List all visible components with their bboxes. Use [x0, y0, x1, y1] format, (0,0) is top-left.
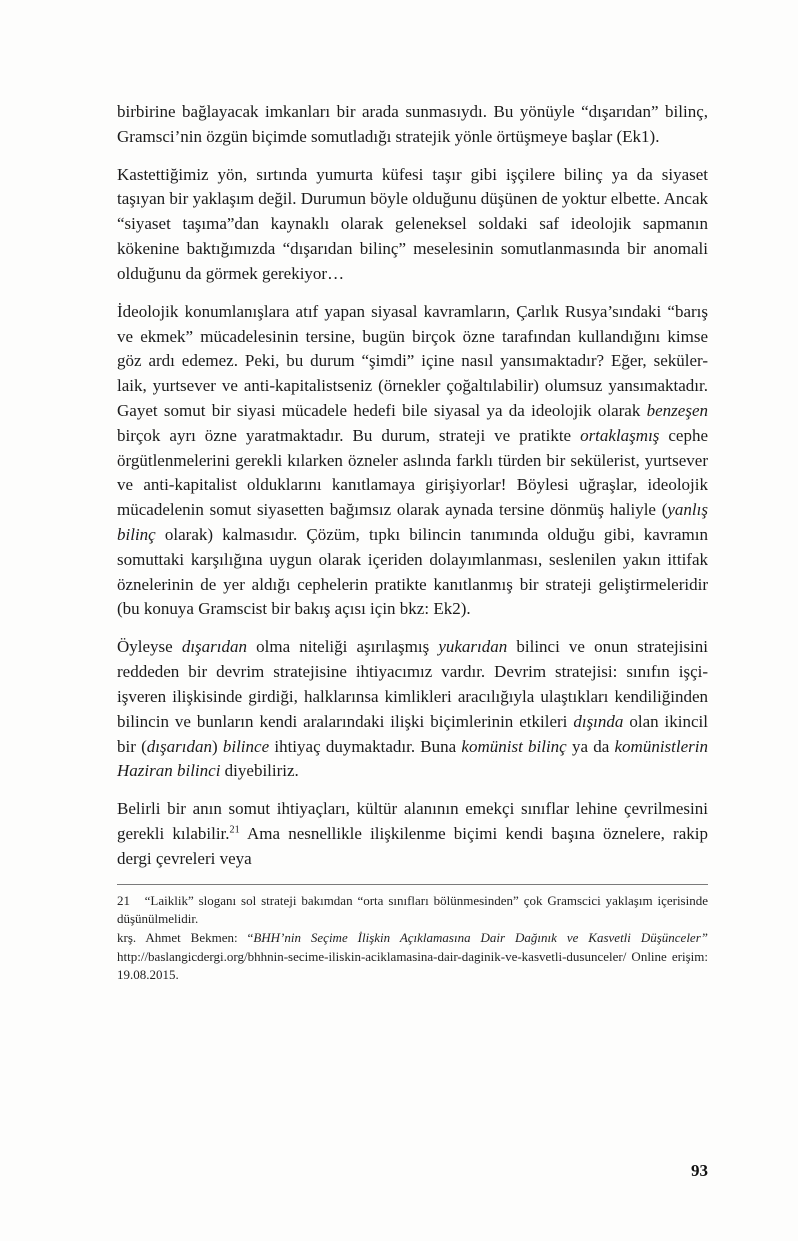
paragraph	[117, 163, 708, 287]
emphasized-text: yukarıdan	[438, 637, 508, 657]
text-run: Ama nesnellikle ilişkilenme biçimi kendi başına öznelere, rakip dergi çevreleri veya	[117, 823, 708, 868]
text-run: )	[211, 736, 223, 756]
page-number: 93	[691, 1161, 708, 1180]
footnote-ref: 21	[229, 824, 240, 836]
paragraph	[117, 100, 708, 150]
emphasized-text: dışarıdan	[181, 637, 248, 657]
emphasized-text: dışarıdan	[146, 736, 212, 756]
text-run: olan ikincil bir (	[117, 711, 708, 756]
text-run: olma niteliği aşırılaşmış	[247, 637, 439, 657]
text-run: birbirine bağlayacak imkanları bir arada sunmasıydı. Bu yönüyle “dışarıdan” bilinç, Gramsci’nin özgün biçimde somutladığı stratejik yönle örtüşmeye başlar (Ek1).	[117, 102, 708, 146]
text-run: Öyleyse	[117, 637, 182, 657]
emphasized-text: dışında	[573, 711, 624, 731]
text-run: cephe örgütlenmelerini gerekli kılarken özneler aslında farklı türden bir sekülerist, yurtsever ve anti-kapitalist olduklarını kanıtlamaya girişiyorlar! Böylesi uğraşlar, ideolojik mücadelenin somut siyasetten bağımsız olarak aynada tersine dönmüş haliyle (	[117, 425, 709, 520]
text-run: Belirli bir anın somut ihtiyaçları, kültür alanının emekçi sınıflar lehine çevrilmesini gerekli kılabilir.	[117, 799, 708, 843]
emphasized-text: yanlış bilinç	[117, 500, 708, 544]
text-run: http://baslangicdergi.org/bhhnin-secime-iliskin-aciklamasina-dair-daginik-ve-kasvetli-dusunceler/ Online erişim: 19.08.2015.	[117, 948, 708, 983]
emphasized-text: komünistlerin Haziran bilinci	[117, 736, 708, 781]
emphasized-text: ortaklaşmış	[580, 425, 660, 445]
emphasized-text: bilince	[222, 736, 270, 756]
paragraph	[117, 892, 708, 929]
text-run: 21 “Laiklik” sloganı sol strateji bakımdan “orta sınıfları bölünmesinden” çok Gramscici yaklaşım içerisinde düşünülmelidir.	[117, 892, 708, 927]
paragraph	[117, 797, 708, 871]
footnote-separator	[117, 884, 708, 885]
text-run: bilinci ve onun stratejisini reddeden bir devrim stratejisine ihtiyacımız vardır. Devrim stratejisi: sınıfın işçi-işveren ilişkisinde girdiği, halklarınsa kimlikleri aracılığıyla ulaştıkları kendiliğinden bilincin ve bunların kendi aralarındaki ilişki biçimlerinin etkileri	[117, 637, 709, 731]
paragraph	[117, 300, 708, 623]
paragraph	[117, 929, 708, 984]
text-run: krş. Ahmet Bekmen: “	[117, 930, 254, 946]
text-run: ihtiyaç duymaktadır. Buna	[269, 736, 462, 756]
emphasized-text: komünist bilinç	[461, 736, 567, 756]
text-run: Kastettiğimiz yön, sırtında yumurta küfesi taşır gibi işçilere bilinç ya da siyaset taşıyan bir yaklaşım değil. Durumun böyle olduğunu düşünen de yoktur elbette. Ancak “siyaset taşıma”dan kaynaklı olarak geleneksel soldaki saf ideolojik sapmanın kökenine baktığımızda “dışarıdan bilinç” meselesinin somutlanmasında bir anomali olduğunu da görmek gerekiyor…	[117, 164, 708, 283]
text-run: diyebiliriz.	[220, 761, 299, 781]
footnotes	[117, 892, 708, 985]
body-text	[117, 100, 708, 872]
emphasized-text: benzeşen	[646, 400, 708, 420]
text-run: olarak) kalmasıdır. Çözüm, tıpkı bilincin tanımında olduğu gibi, kavramın somuttaki karşılığına uygun olarak içeriden dolayımlanması, seslenilen yakın ittifak öznelerinin de yer aldığı cephelerin pratikte kanıtlanmış bir strateji geliştirmeleridir (bu konuya Gramscist bir bakış açısı için bkz: Ek2).	[117, 525, 708, 619]
text-run: ya da	[566, 736, 615, 756]
text-run: birçok ayrı özne yaratmaktadır. Bu durum, strateji ve pratikte	[117, 425, 581, 445]
text-run: İdeolojik konumlanışlara atıf yapan siyasal kavramların, Çarlık Rusya’sındaki “barış ve ekmek” mücadelesinin tersine, bugün birçok özne tarafından kullandığını kimse göz ardı edemez. Peki, bu durum “şimdi” içine nasıl yansımaktadır? Eğer, seküler-laik, yurtsever ve anti-kapitalistseniz (örnekler çoğaltılabilir) olumsuz yansımaktadır. Gayet somut bir siyasi mücadele hedefi bile siyasal ya da ideolojik olarak	[117, 301, 708, 420]
emphasized-text: BHH’nin Seçime İlişkin Açıklamasına Dair Dağınık ve Kasvetli Düşünceler”	[253, 930, 708, 946]
paragraph	[117, 635, 708, 784]
